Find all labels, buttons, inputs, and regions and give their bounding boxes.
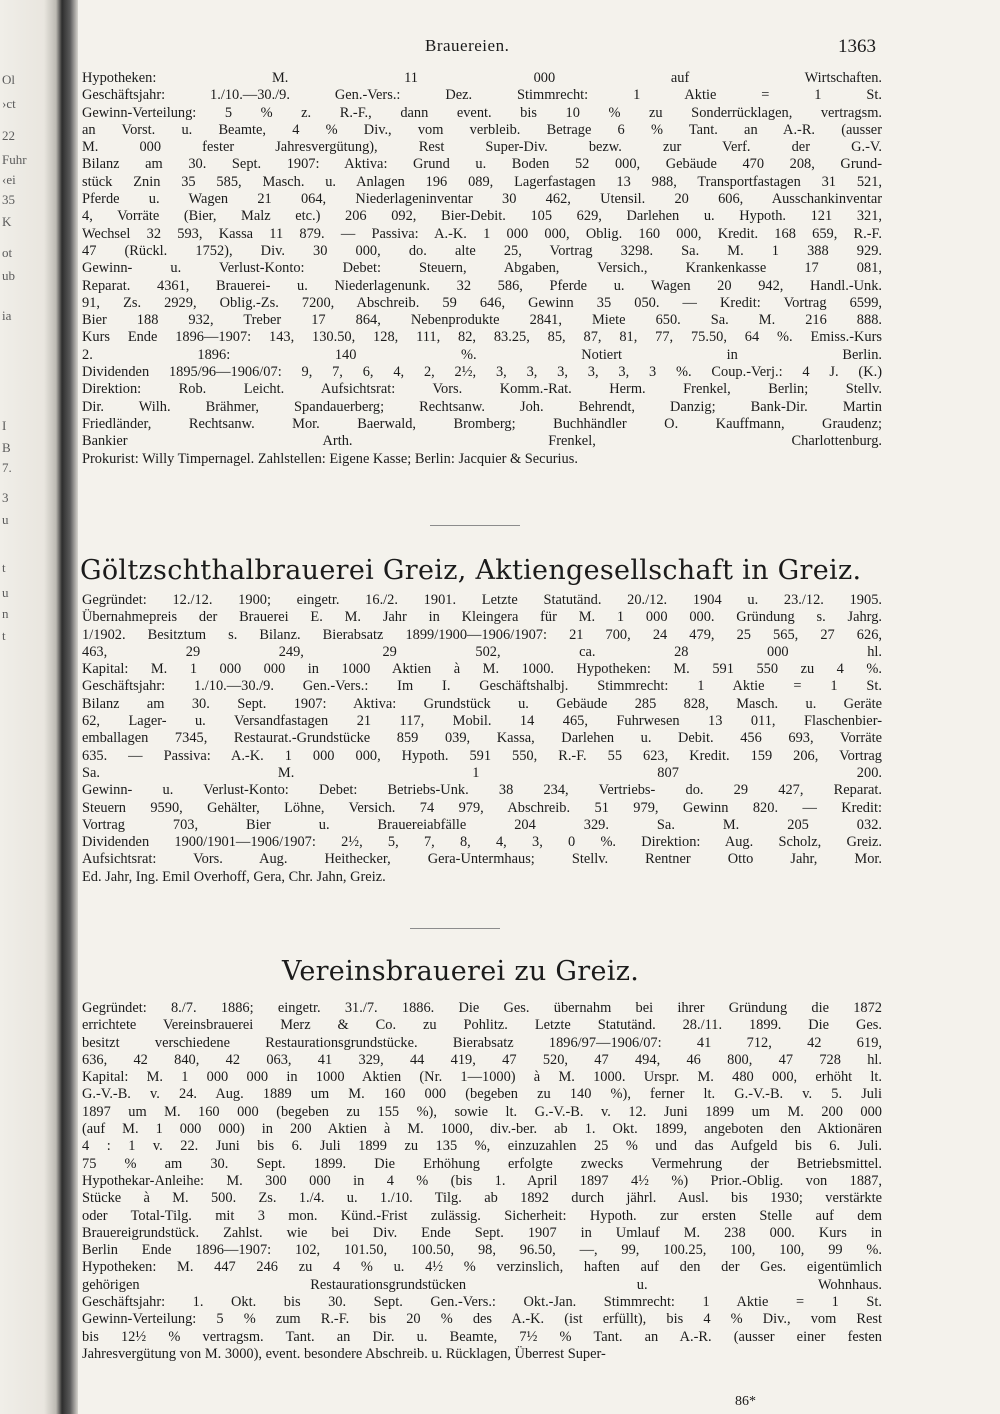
text-line: Bier 188 932, Treber 17 864, Nebenprodukte 2841, Miete 650. Sa. M. 216 888.	[82, 312, 882, 329]
gutter-fragment: t	[2, 560, 6, 575]
text-line: (auf M. 1 000 000) in 200 Aktien à M. 1000, div.-ber. ab 1. Okt. 1899, angeboten den Aktionären	[82, 1121, 882, 1138]
text-line: Geschäftsjahr: 1./10.—30./9. Gen.-Vers.: Im I. Geschäftshalbj. Stimmrecht: 1 Aktie = 1 St.	[82, 678, 882, 695]
gutter-fragment: I	[2, 418, 7, 433]
text-line: Bankier Arth. Frenkel, Charlottenburg.	[82, 433, 882, 450]
gutter-fragment: K	[2, 214, 12, 229]
text-line: Reparat. 4361, Brauerei- u. Niederlagenunk. 32 586, Pferde u. Wagen 20 942, Handl.-Unk.	[82, 277, 882, 294]
gutter-fragment: ‹ei	[2, 172, 16, 187]
text-line: 1897 um M. 160 000 (begeben zu 155 %), sowie lt. G.-V.-B. v. 12. Juni 1899 um M. 200 000	[82, 1103, 882, 1120]
text-line: 62, Lager- u. Versandfastagen 21 117, Mobil. 14 465, Fuhrwesen 13 011, Flaschenbier-	[82, 713, 882, 730]
text-line: Gegründet: 8./7. 1886; eingetr. 31./7. 1886. Die Ges. übernahm bei ihrer Gründung die 1872	[82, 1000, 882, 1016]
text-line: Gewinn- u. Verlust-Konto: Debet: Betriebs-Unk. 38 234, Vertriebs- do. 29 427, Reparat.	[82, 782, 882, 799]
text-line: Jahresvergütung von M. 3000), event. besondere Abschreib. u. Rücklagen, Überrest Super-	[82, 1345, 606, 1362]
gutter-fragment: n	[2, 606, 9, 621]
text-line: oder Total-Tilg. mit 3 mon. Künd.-Frist zulässig. Sicherheit: Hypoth. zur ersten Stelle auf dem	[82, 1207, 882, 1224]
signature-mark: 86*	[735, 1394, 756, 1409]
gutter-fragment: 35	[2, 192, 15, 207]
gutter-fragment: 7.	[2, 460, 12, 475]
text-line: stück Znin 35 585, Masch. u. Anlagen 196 089, Lagerfastagen 13 988, Transportfastagen 31 521,	[82, 173, 882, 190]
text-line: Dir. Wilh. Brähmer, Spandauerberg; Rechtsanw. Joh. Behrendt, Danzig; Bank-Dir. Martin	[82, 398, 882, 415]
text-line: Gewinn- u. Verlust-Konto: Debet: Steuern, Abgaben, Versich., Krankenkasse 17 081,	[82, 260, 882, 277]
text-line: Kapital: M. 1 000 000 in 1000 Aktien à M. 1000. Hypotheken: M. 591 550 zu 4 %.	[82, 661, 882, 678]
text-line: Hypothekar-Anleihe: M. 300 000 in 4 % (bis 1. April 1897 4½ %) Prior.-Oblig. von 1887,	[82, 1172, 882, 1189]
text-line: Gewinn-Verteilung: 5 % z. R.-F., dann event. bis 10 % zu Sonderrücklagen, vertragsm.	[82, 104, 882, 121]
gutter-fragment: u	[2, 512, 9, 527]
gutter-fragment: ia	[2, 308, 12, 323]
text-line: 463, 29 249, 29 502, ca. 28 000 hl.	[82, 643, 882, 660]
text-line: errichtete Vereinsbrauerei Merz & Co. zu Pohlitz. Letzte Statutänd. 28./11. 1899. Die Ges.	[82, 1017, 882, 1034]
entry-vereinsbrauerei	[82, 1000, 882, 1363]
text-line: Aufsichtsrat: Vors. Aug. Heithecker, Gera-Untermhaus; Stellv. Rentner Otto Jahr, Mor.	[82, 851, 882, 868]
text-line: 1/1902. Besitztum s. Bilanz. Bierabsatz 1899/1900—1906/1907: 21 700, 24 479, 25 565, 27 626,	[82, 626, 882, 643]
text-line: an Vorst. u. Beamte, 4 % Div., vom verbleib. Betrage 6 % Tant. an A.-R. (ausser	[82, 121, 882, 138]
text-line: Übernahmepreis der Brauerei E. M. Jahr in Kleingera für M. 1 000 000. Gründung s. Jahrg.	[82, 609, 882, 626]
text-line: Brauereigrundstück. Zahlst. wie bei Div. Ende Sept. 1907 in Umlauf M. 238 000. Kurs in	[82, 1224, 882, 1241]
text-line: Pferde u. Wagen 21 064, Niederlageninventar 30 462, Utensil. 20 606, Ausschankinventar	[82, 191, 882, 208]
text-line: Gegründet: 12./12. 1900; eingetr. 16./2. 1901. Letzte Statutänd. 20./12. 1904 u. 23./12. 1905.	[82, 592, 882, 608]
text-line: Dividenden 1900/1901—1906/1907: 2½, 5, 7, 8, 4, 3, 0 %. Direktion: Aug. Scholz, Greiz.	[82, 834, 882, 851]
gutter-fragment: 22	[2, 128, 15, 143]
gutter-fragment: Fuhr	[2, 152, 27, 167]
gutter-fragment: 3	[2, 490, 9, 505]
text-line: 4 : 1 v. 22. Juni bis 6. Juli 1899 zu 135 %, einzuzahlen 25 % und das Aufgeld bis 6. Juli.	[82, 1138, 882, 1155]
text-line: Ed. Jahr, Ing. Emil Overhoff, Gera, Chr. Jahn, Greiz.	[82, 868, 386, 885]
text-line: 2. 1896: 140 %. Notiert in Berlin.	[82, 346, 882, 363]
text-line: Sa. M. 1 807 200.	[82, 764, 882, 781]
gutter-fragment: ot	[2, 245, 13, 260]
text-line: Friedländer, Rechtsanw. Mor. Baerwald, Bromberg; Buchhändler O. Kauffmann, Graudenz;	[82, 415, 882, 432]
gutter-fragment: u	[2, 585, 9, 600]
entry-goeltzschthalbrauerei	[82, 592, 882, 886]
text-line: gehörigen Restaurationsgrundstücken u. Wohnhaus.	[82, 1276, 882, 1293]
text-line: Wechsel 32 593, Kassa 11 879. — Passiva: A.-K. 1 000 000, Oblig. 160 000, Kredit. 168 659, R.-F.	[82, 225, 882, 242]
text-line: Vortrag 703, Bier u. Brauereiabfälle 204 329. Sa. M. 205 032.	[82, 816, 882, 833]
text-line: Hypotheken: M. 447 246 zu 4 % u. 4½ % verzinslich, haften auf den der Ges. eigentümlich	[82, 1259, 882, 1276]
text-line: bis 12½ % vertragsm. Tant. an Dir. u. Beamte, 7½ % Tant. an A.-R. (ausser einer festen	[82, 1328, 882, 1345]
text-line: 636, 42 840, 42 063, 41 329, 44 419, 47 520, 47 494, 46 800, 47 728 hl.	[82, 1051, 882, 1068]
text-line: Geschäftsjahr: 1./10.—30./9. Gen.-Vers.: Dez. Stimmrecht: 1 Aktie = 1 St.	[82, 87, 882, 104]
text-line: Hypotheken: M. 11 000 auf Wirtschaften.	[82, 70, 882, 86]
page-number: 1363	[838, 36, 876, 57]
gutter-fragment: B	[2, 440, 11, 455]
text-line: M. 000 fester Jahresvergütung), Rest Super-Div. bezw. zur Verf. der G.-V.	[82, 139, 882, 156]
text-line: emballagen 7345, Restaurat.-Grundstücke 859 039, Kassa, Darlehen u. Debit. 456 693, Vorräte	[82, 730, 882, 747]
text-line: Bilanz am 30. Sept. 1907: Aktiva: Grund u. Boden 52 000, Gebäude 470 208, Grund-	[82, 156, 882, 173]
text-line: besitzt verschiedene Restaurationsgrundstücke. Bierabsatz 1896/97—1906/07: 41 712, 42 619,	[82, 1034, 882, 1051]
text-line: 635. — Passiva: A.-K. 1 000 000, Hypoth. 591 550, R.-F. 55 623, Kredit. 159 206, Vortrag	[82, 747, 882, 764]
text-line: Stücke à M. 500. Zs. 1./4. u. 1./10. Tilg. ab 1892 durch jährl. Ausl. bis 1930; verstärkte	[82, 1190, 882, 1207]
text-line: Kapital: M. 1 000 000 in 1000 Aktien (Nr. 1—1000) à M. 1000. Urspr. M. 480 000, erhöht lt.	[82, 1069, 882, 1086]
entry-continued	[82, 70, 882, 468]
gutter-fragment: ub	[2, 268, 15, 283]
text-line: 4, Vorräte (Bier, Malz etc.) 206 092, Bier-Debit. 105 629, Darlehen u. Hypoth. 121 321,	[82, 208, 882, 225]
section-divider	[430, 525, 520, 526]
gutter-fragment: t	[2, 628, 6, 643]
text-line: Geschäftsjahr: 1. Okt. bis 30. Sept. Gen.-Vers.: Okt.-Jan. Stimmrecht: 1 Aktie = 1 St.	[82, 1294, 882, 1311]
text-line: Gewinn-Verteilung: 5 % zum R.-F. bis 20 % des A.-K. (ist erfüllt), bis 4 % Div., vom Rest	[82, 1311, 882, 1328]
running-head: Brauereien.	[425, 36, 510, 55]
text-line: Direktion: Rob. Leicht. Aufsichtsrat: Vors. Komm.-Rat. Herm. Frenkel, Berlin; Stellv.	[82, 381, 882, 398]
gutter-fragment: ›ct	[2, 96, 16, 111]
text-line: 75 % am 30. Sept. 1899. Die Erhöhung erfolgte zwecks Vermehrung der Betriebsmittel.	[82, 1155, 882, 1172]
section-heading-vereinsbrauerei: Vereinsbrauerei zu Greiz.	[282, 956, 640, 987]
text-line: Dividenden 1895/96—1906/07: 9, 7, 6, 4, 2, 2½, 3, 3, 3, 3, 3, 3 %. Coup.-Verj.: 4 J. (K.)	[82, 364, 882, 381]
text-line: 91, Zs. 2929, Oblig.-Zs. 7200, Abschreib. 59 646, Gewinn 35 050. — Kredit: Vortrag 6599,	[82, 294, 882, 311]
text-line: G.-V.-B. v. 24. Aug. 1889 um M. 160 000 (begeben zu 140 %), ferner lt. G.-V.-B. v. 5. Juli	[82, 1086, 882, 1103]
section-divider	[410, 928, 500, 929]
text-line: Prokurist: Willy Timpernagel. Zahlstellen: Eigene Kasse; Berlin: Jacquier & Securius.	[82, 450, 578, 467]
section-heading-goeltzschthalbrauerei: Göltzschthalbrauerei Greiz, Aktiengesellschaft in Greiz.	[80, 555, 862, 586]
gutter-fragment: Ol	[2, 72, 15, 87]
text-line: Bilanz am 30. Sept. 1907: Aktiva: Grundstück u. Gebäude 285 828, Masch. u. Geräte	[82, 695, 882, 712]
text-line: 47 (Rückl. 1752), Div. 30 000, do. alte 25, Vortrag 3298. Sa. M. 1 388 929.	[82, 242, 882, 259]
book-gutter-binding	[0, 0, 78, 1414]
text-line: Kurs Ende 1896—1907: 143, 130.50, 128, 111, 82, 83.25, 85, 87, 81, 77, 75.50, 64 %. Emiss.-Kurs	[82, 329, 882, 346]
text-line: Berlin Ende 1896—1907: 102, 101.50, 100.50, 98, 96.50, —, 99, 100.25, 100, 100, 99 %.	[82, 1242, 882, 1259]
text-line: Steuern 9590, Gehälter, Löhne, Versich. 74 979, Abschreib. 51 979, Gewinn 820. — Kredit:	[82, 799, 882, 816]
